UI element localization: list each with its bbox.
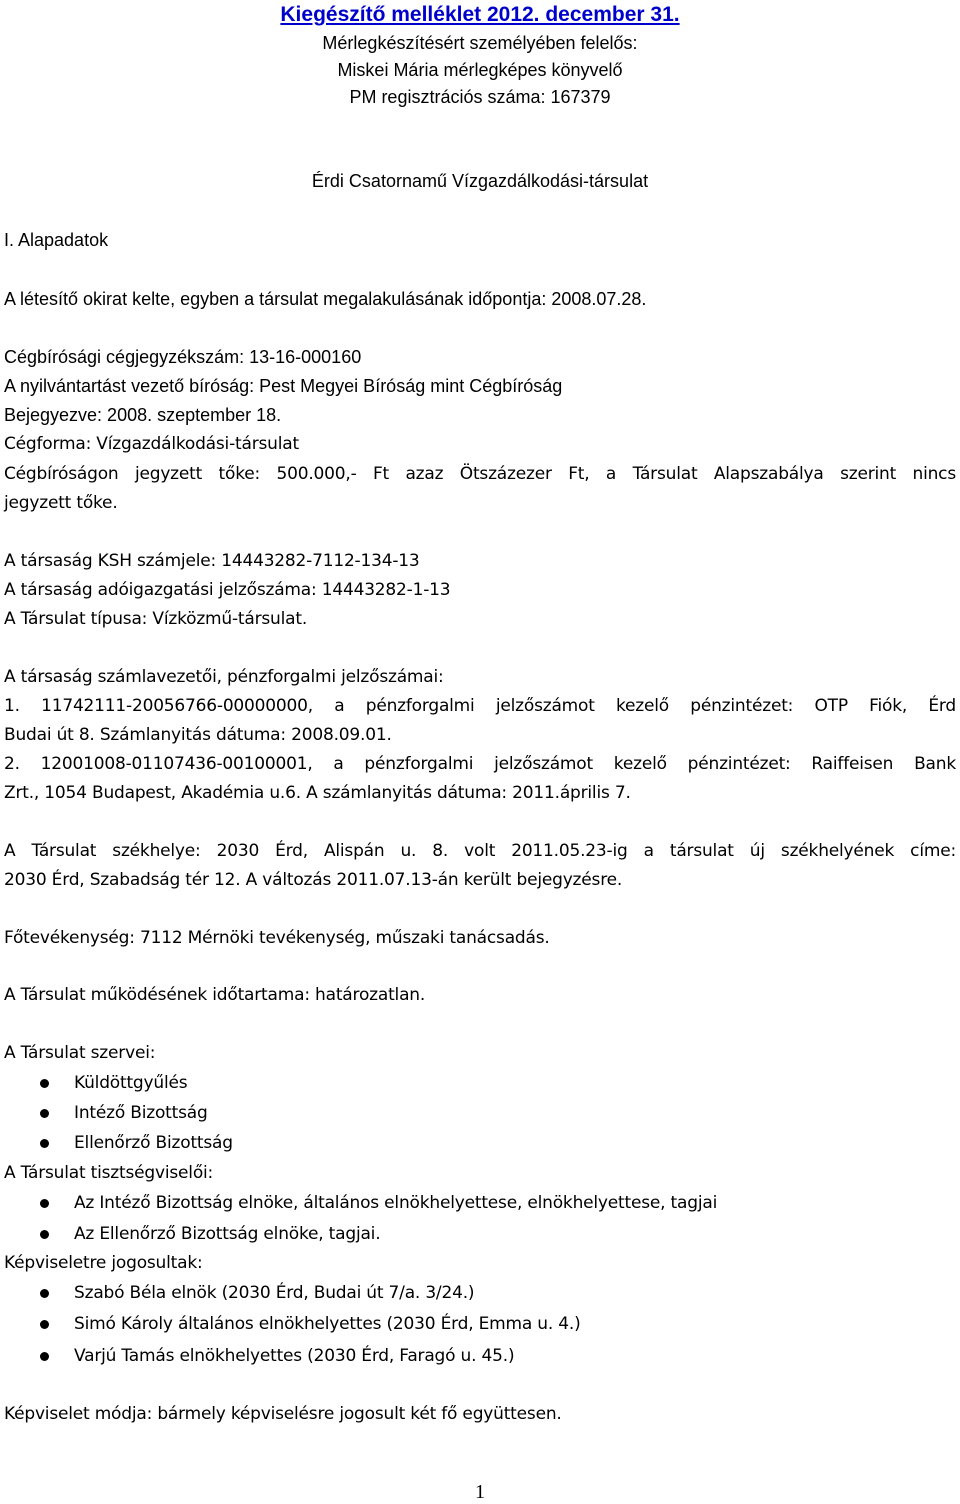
officer-item: Az Intéző Bizottság elnöke, általános elnökhelyettese, elnökhelyettese, tagjai <box>74 1193 718 1213</box>
founding-date: A létesítő okirat kelte, egyben a társulat megalakulásának időpontja: 2008.07.28. <box>4 289 647 309</box>
organ-item: Intéző Bizottság <box>74 1103 208 1123</box>
seat-line-2: 2030 Érd, Szabadság tér 12. A változás 2011.07.13-án került bejegyzésre. <box>4 870 623 890</box>
bullet-icon <box>40 1139 49 1148</box>
account-1-line-2: Budai út 8. Számlanyitás dátuma: 2008.09.01. <box>4 725 392 745</box>
company-form: Cégforma: Vízgazdálkodási-társulat <box>4 434 299 454</box>
bullet-icon <box>40 1352 49 1361</box>
organ-item: Küldöttgyűlés <box>74 1073 188 1093</box>
company-name-text: Érdi Csatornamű Vízgazdálkodási-társulat <box>311 171 649 191</box>
officer-item: Az Ellenőrző Bizottság elnöke, tagjai. <box>74 1224 381 1244</box>
organs-heading: A Társulat szervei: <box>4 1043 156 1063</box>
account-2-line-2: Zrt., 1054 Budapest, Akadémia u.6. A számlanyitás dátuma: 2011.április 7. <box>4 783 631 803</box>
representation-mode: Képviselet módja: bármely képviselésre jogosult két fő együttesen. <box>4 1404 562 1424</box>
company-name <box>0 170 960 192</box>
bullet-icon <box>40 1199 49 1208</box>
page-number: 1 <box>475 1481 485 1503</box>
account-1-line-1: 1. 11742111-20056766-00000000, a pénzforgalmi jelzőszámot kezelő pénzintézet: OTP Fiók, Érd <box>4 696 956 716</box>
officers-heading: A Társulat tisztségviselői: <box>4 1163 214 1183</box>
accounts-heading: A társaság számlavezetői, pénzforgalmi jelzőszámai: <box>4 667 444 687</box>
tax-number: A társaság adóigazgatási jelzőszáma: 14443282-1-13 <box>4 580 451 600</box>
operation-duration: A Társulat működésének időtartama: határozatlan. <box>4 985 426 1005</box>
responsible-line: Mérlegkészítésért személyében felelős: <box>322 33 638 53</box>
organ-item: Ellenőrző Bizottság <box>74 1133 233 1153</box>
registration-number: PM regisztrációs száma: 167379 <box>349 87 611 107</box>
representative-item: Szabó Béla elnök (2030 Érd, Budai út 7/a. 3/24.) <box>74 1283 475 1303</box>
registered-capital-line-1: Cégbíróságon jegyzett tőke: 500.000,- Ft azaz Ötszázezer Ft, a Társulat Alapszabálya szerint nincs <box>4 464 956 484</box>
registration-date: Bejegyezve: 2008. szeptember 18. <box>4 405 282 425</box>
seat-line-1: A Társulat székhelye: 2030 Érd, Alispán u. 8. volt 2011.05.23-ig a társulat új székhelyének címe: <box>4 841 956 861</box>
ksh-number: A társaság KSH számjele: 14443282-7112-134-13 <box>4 551 420 571</box>
section-heading: I. Alapadatok <box>4 230 109 250</box>
representatives-heading: Képviseletre jogosultak: <box>4 1253 203 1273</box>
bullet-icon <box>40 1079 49 1088</box>
responsible-name: Miskei Mária mérlegképes könyvelő <box>337 60 623 80</box>
registered-capital-line-2: jegyzett tőke. <box>4 493 118 513</box>
court-registration-number: Cégbírósági cégjegyzékszám: 13-16-000160 <box>4 347 362 367</box>
document-title: Kiegészítő melléklet 2012. december 31. <box>280 3 680 26</box>
representative-item: Varjú Tamás elnökhelyettes (2030 Érd, Faragó u. 45.) <box>74 1346 515 1366</box>
bullet-icon <box>40 1289 49 1298</box>
bullet-icon <box>40 1109 49 1118</box>
registry-court: A nyilvántartást vezető bíróság: Pest Megyei Bíróság mint Cégbíróság <box>4 376 563 396</box>
company-type: A Társulat típusa: Vízközmű-társulat. <box>4 609 308 629</box>
bullet-icon <box>40 1230 49 1239</box>
bullet-icon <box>40 1320 49 1329</box>
representative-item: Simó Károly általános elnökhelyettes (2030 Érd, Emma u. 4.) <box>74 1314 581 1334</box>
main-activity: Főtevékenység: 7112 Mérnöki tevékenység, műszaki tanácsadás. <box>4 928 550 948</box>
account-2-line-1: 2. 12001008-01107436-00100001, a pénzforgalmi jelzőszámot kezelő pénzintézet: Raiffeisen Bank <box>4 754 956 774</box>
